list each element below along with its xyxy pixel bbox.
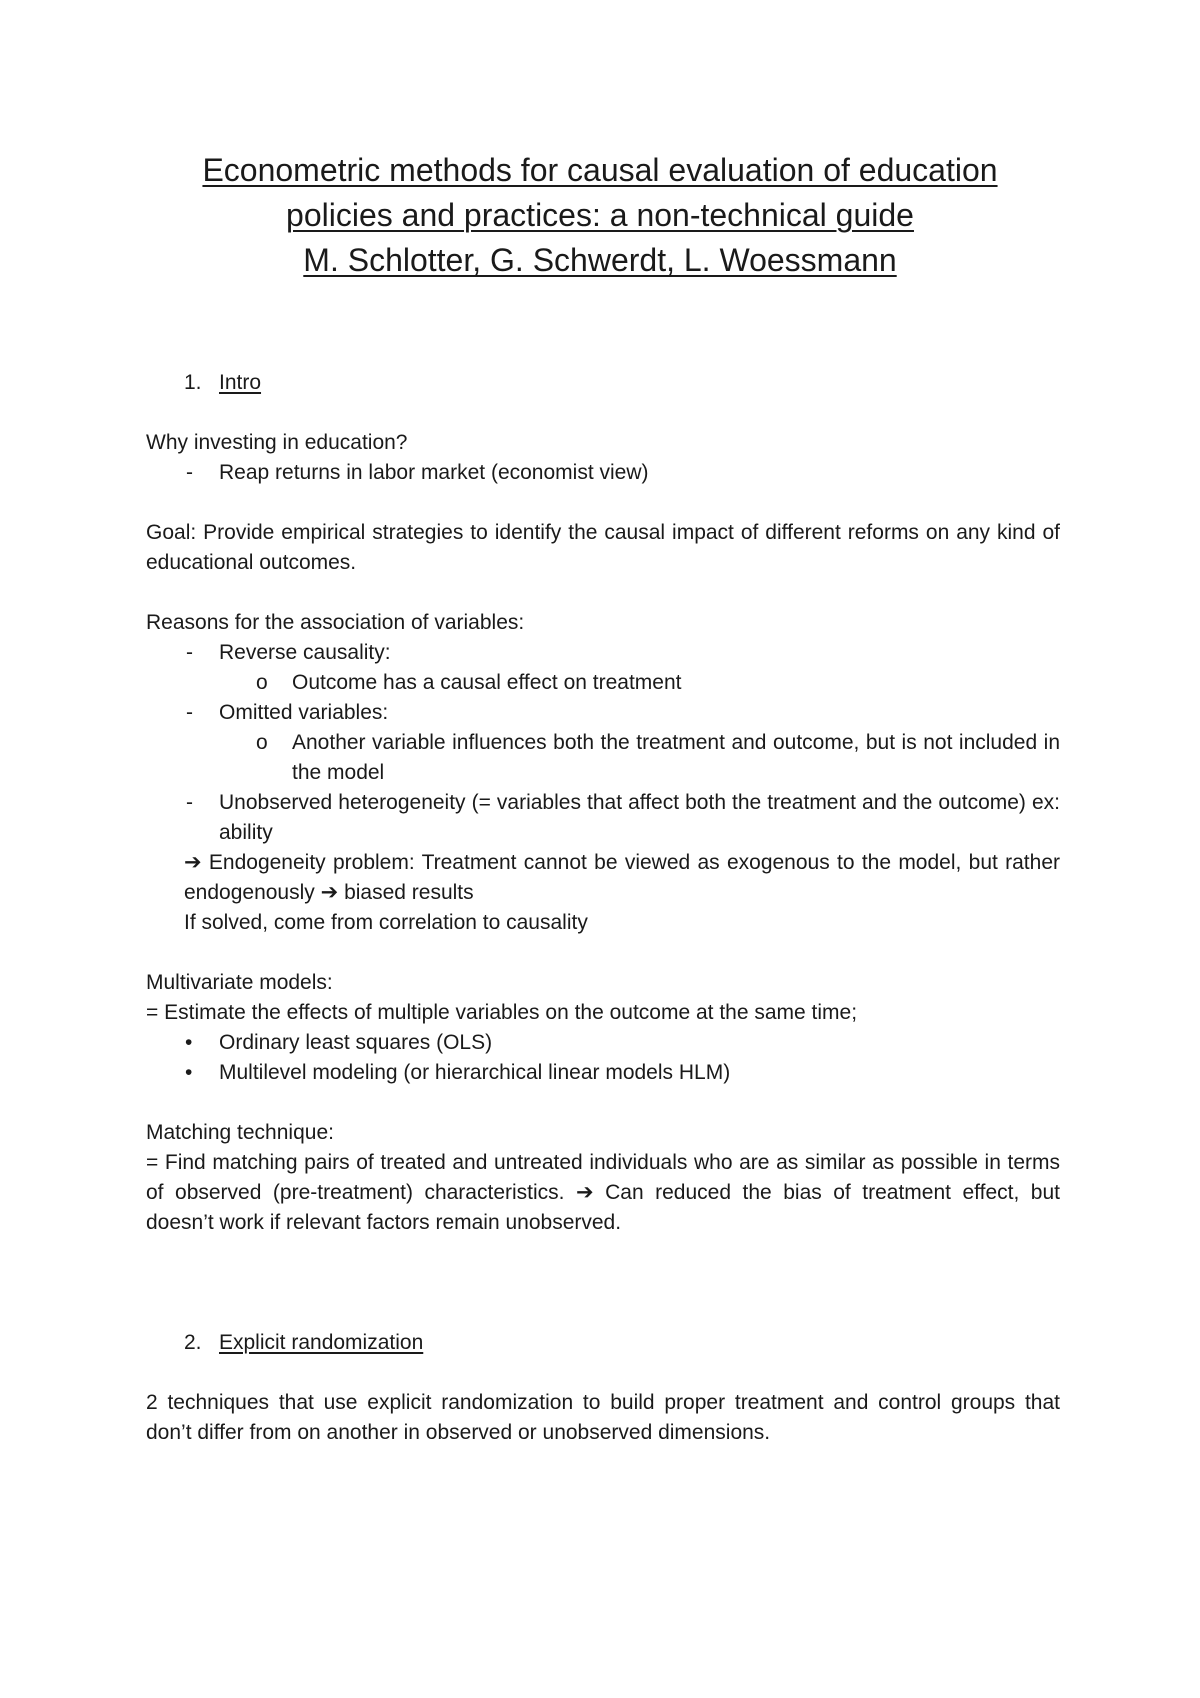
why-list-item bbox=[146, 458, 1060, 488]
dash-marker: - bbox=[186, 791, 193, 814]
multivariate-item bbox=[146, 1028, 1060, 1058]
reason-subitem-text: Another variable influences both the treatment and outcome, but is not included in the model bbox=[292, 731, 1060, 784]
endogeneity-text-a: Endogeneity problem: Treatment cannot be viewed as exogenous to the model, but rather endogenously bbox=[184, 851, 1060, 904]
bullet-icon: • bbox=[185, 1061, 193, 1084]
section-1-title: Intro bbox=[219, 371, 262, 394]
reason-subitem bbox=[146, 668, 1060, 698]
title-authors: M. Schlotter, G. Schwerdt, L. Woessmann bbox=[303, 242, 897, 278]
if-solved-line: If solved, come from correlation to causality bbox=[184, 911, 588, 934]
document-body bbox=[146, 368, 1060, 1448]
why-item-text: Reap returns in labor market (economist view) bbox=[219, 461, 649, 484]
reason-item bbox=[146, 788, 1060, 848]
multivariate-item-text: Ordinary least squares (OLS) bbox=[219, 1031, 493, 1054]
section-2-title: Explicit randomization bbox=[219, 1331, 424, 1354]
dash-marker: - bbox=[186, 461, 193, 484]
reason-text: Omitted variables: bbox=[219, 701, 389, 724]
document-title bbox=[0, 148, 1200, 283]
reason-text: Unobserved heterogeneity (= variables that affect both the treatment and the outcome) ex: ability bbox=[219, 791, 1060, 844]
dash-marker: - bbox=[186, 641, 193, 664]
section-2-number: 2. bbox=[184, 1331, 202, 1354]
right-arrow-icon: ➔ bbox=[576, 1181, 594, 1204]
section-1-number: 1. bbox=[184, 371, 202, 394]
right-arrow-icon: ➔ bbox=[184, 851, 202, 874]
matching-definition bbox=[146, 1148, 1060, 1238]
endogeneity-text-b: biased results bbox=[338, 881, 474, 904]
multivariate-item-text: Multilevel modeling (or hierarchical linear models HLM) bbox=[219, 1061, 731, 1084]
title-line-2: policies and practices: a non-technical guide bbox=[286, 197, 914, 233]
multivariate-definition: = Estimate the effects of multiple variables on the outcome at the same time; bbox=[146, 1001, 858, 1024]
circle-bullet-icon: o bbox=[256, 731, 268, 754]
right-arrow-icon: ➔ bbox=[320, 881, 339, 904]
multivariate-item bbox=[146, 1058, 1060, 1088]
reason-item bbox=[146, 638, 1060, 668]
reasons-heading: Reasons for the association of variables: bbox=[146, 611, 525, 634]
reason-subitem bbox=[146, 728, 1060, 788]
why-question: Why investing in education? bbox=[146, 431, 408, 454]
matching-text-b: Can reduced the bias of treatment effect, but doesn’t work if relevant factors remain unobserved. bbox=[146, 1181, 1060, 1234]
section-1-heading bbox=[146, 368, 1060, 398]
multivariate-heading: Multivariate models: bbox=[146, 971, 333, 994]
dash-marker: - bbox=[186, 701, 193, 724]
reason-subitem-text: Outcome has a causal effect on treatment bbox=[292, 671, 682, 694]
reason-text: Reverse causality: bbox=[219, 641, 391, 664]
matching-text-a: = Find matching pairs of treated and untreated individuals who are as similar as possible in terms of observed (pre-treatment) characteristics. bbox=[146, 1151, 1060, 1204]
reason-item bbox=[146, 698, 1060, 728]
section-2-body: 2 techniques that use explicit randomization to build proper treatment and control groups that don’t differ from on another in observed or unobserved dimensions. bbox=[146, 1391, 1060, 1444]
title-line-1: Econometric methods for causal evaluation of education bbox=[202, 152, 998, 188]
goal-paragraph: Goal: Provide empirical strategies to identify the causal impact of different reforms on any kind of educational outcomes. bbox=[146, 521, 1060, 574]
matching-heading: Matching technique: bbox=[146, 1121, 334, 1144]
endogeneity-line bbox=[146, 848, 1060, 908]
section-2-heading bbox=[146, 1328, 1060, 1358]
circle-bullet-icon: o bbox=[256, 671, 268, 694]
bullet-icon: • bbox=[185, 1031, 193, 1054]
